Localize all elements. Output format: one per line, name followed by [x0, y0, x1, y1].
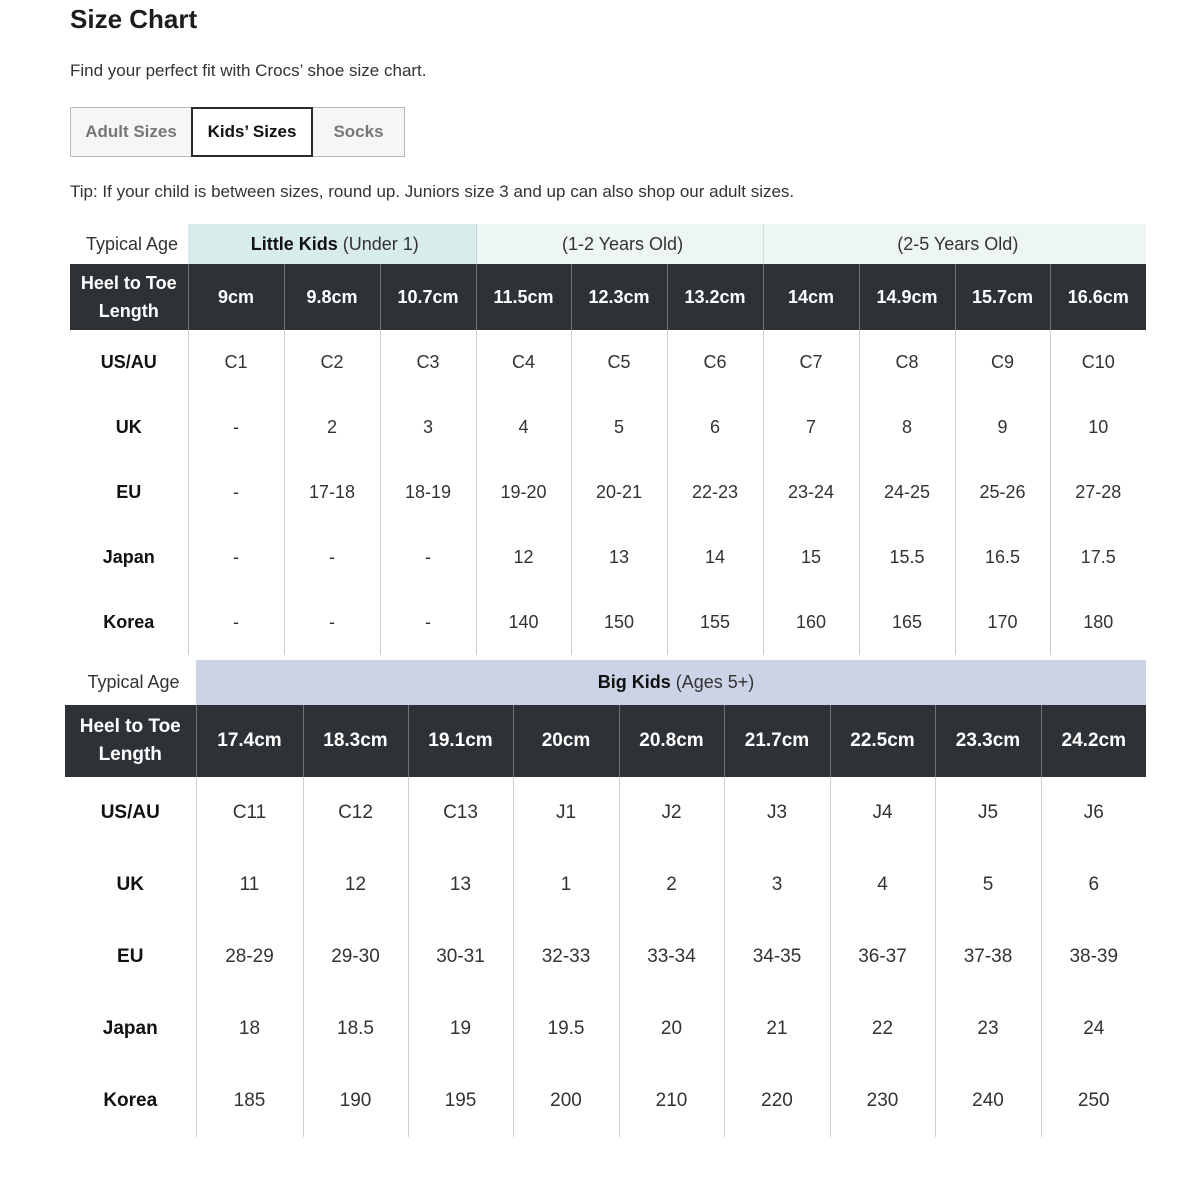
size-cell: 155: [667, 590, 763, 655]
age-band-range: (1-2 Years Old): [562, 233, 684, 254]
size-cell: 19.5: [513, 993, 619, 1065]
size-cell: J6: [1083, 802, 1104, 823]
age-band-range: (Ages 5+): [670, 672, 755, 692]
size-cell: 200: [513, 1065, 619, 1137]
size-row-korea: [65, 1065, 1146, 1137]
size-cell: 34-35: [724, 921, 830, 993]
typical-age-label: Typical Age: [70, 224, 188, 264]
heel-to-toe-row: [70, 264, 1146, 330]
length-cell: 13.2cm: [667, 264, 763, 330]
age-band-little-kids: [188, 224, 476, 264]
size-cell: 20: [619, 993, 724, 1065]
size-cell: 170: [955, 590, 1050, 655]
size-cell: 6: [667, 395, 763, 460]
size-cell: 220: [724, 1065, 830, 1137]
size-cell: 33-34: [619, 921, 724, 993]
size-cell: 12: [476, 525, 571, 590]
size-cell: 16.5: [955, 525, 1050, 590]
size-cell: 18-19: [380, 460, 476, 525]
length-cell: 11.5cm: [476, 264, 571, 330]
size-cell: C12: [303, 777, 408, 849]
size-cell: C2: [284, 330, 380, 395]
size-cell: 11: [196, 849, 303, 921]
length-cell: 17.4cm: [196, 705, 303, 777]
size-cell: 240: [935, 1065, 1041, 1137]
size-cell: 8: [859, 395, 955, 460]
page-subtitle: Find your perfect fit with Crocs’ shoe size chart.: [70, 61, 427, 80]
size-cell: J3: [724, 777, 830, 849]
size-cell: 2: [619, 849, 724, 921]
size-row-korea: [70, 590, 1146, 655]
size-cell: 29-30: [303, 921, 408, 993]
size-cell: J1: [513, 777, 619, 849]
length-cell: 19.1cm: [408, 705, 513, 777]
size-cell: -: [188, 525, 284, 590]
size-cell: 210: [619, 1065, 724, 1137]
size-cell: 2: [284, 395, 380, 460]
size-cell: 22: [830, 993, 935, 1065]
size-cell: C5: [571, 330, 667, 395]
size-cell: 9: [955, 395, 1050, 460]
size-cell: 180: [1083, 612, 1114, 632]
size-cell: 20-21: [571, 460, 667, 525]
length-cell: 20.8cm: [619, 705, 724, 777]
size-cell: 32-33: [513, 921, 619, 993]
size-cell: 4: [476, 395, 571, 460]
size-cell: 4: [830, 849, 935, 921]
size-cell: 3: [724, 849, 830, 921]
age-band-name: Little Kids: [250, 233, 338, 254]
size-cell: 19: [408, 993, 513, 1065]
length-cell: 20cm: [513, 705, 619, 777]
size-cell: 27-28: [1075, 482, 1122, 502]
size-cell: 13: [571, 525, 667, 590]
size-cell: 17-18: [284, 460, 380, 525]
size-cell: 30-31: [408, 921, 513, 993]
size-cell: -: [284, 525, 380, 590]
size-row-eu: [65, 921, 1146, 993]
page-title: Size Chart: [70, 4, 198, 34]
typical-age-row: [65, 660, 1146, 705]
age-band-1-2-years: [476, 224, 763, 264]
size-cell: 10: [1088, 417, 1109, 437]
size-cell: 18.5: [303, 993, 408, 1065]
age-band-range: (Under 1): [337, 233, 419, 254]
size-cell: 22-23: [667, 460, 763, 525]
size-cell: -: [284, 590, 380, 655]
size-cell: 36-37: [830, 921, 935, 993]
size-cell: C8: [859, 330, 955, 395]
length-cell: 9.8cm: [284, 264, 380, 330]
row-label: UK: [70, 395, 188, 460]
size-cell: C10: [1081, 352, 1115, 372]
size-cell: 3: [380, 395, 476, 460]
size-cell: 19-20: [476, 460, 571, 525]
size-cell: 185: [196, 1065, 303, 1137]
row-label: Korea: [70, 590, 188, 655]
heel-to-toe-row: [65, 705, 1146, 777]
tab-kids-sizes[interactable]: Kids’ Sizes: [191, 107, 313, 157]
sizing-tip: Tip: If your child is between sizes, round up. Juniors size 3 and up can also shop our adult sizes.: [70, 182, 795, 201]
size-cell: C13: [408, 777, 513, 849]
row-label: Japan: [70, 525, 188, 590]
size-cell: 5: [571, 395, 667, 460]
tab-adult-sizes[interactable]: Adult Sizes: [70, 107, 192, 157]
size-cell: 23-24: [763, 460, 859, 525]
size-cell: -: [380, 525, 476, 590]
size-cell: 160: [763, 590, 859, 655]
size-cell: 15.5: [859, 525, 955, 590]
size-row-uk: [70, 395, 1146, 460]
size-row-eu: [70, 460, 1146, 525]
size-row-us-au: [65, 777, 1146, 849]
row-label: EU: [70, 460, 188, 525]
size-cell: J5: [935, 777, 1041, 849]
length-cell: 10.7cm: [380, 264, 476, 330]
size-cell: -: [188, 460, 284, 525]
size-cell: C3: [380, 330, 476, 395]
big-kids-size-table: [65, 660, 1146, 1137]
size-cell: 1: [513, 849, 619, 921]
little-kids-size-table: [70, 224, 1146, 655]
typical-age-row: [70, 224, 1146, 264]
size-cell: 15: [763, 525, 859, 590]
size-cell: 25-26: [955, 460, 1050, 525]
length-cell: 18.3cm: [303, 705, 408, 777]
size-cell: C7: [763, 330, 859, 395]
age-band-range: (2-5 Years Old): [897, 233, 1019, 254]
length-cell: 23.3cm: [935, 705, 1041, 777]
size-cell: -: [188, 395, 284, 460]
size-cell: C4: [476, 330, 571, 395]
size-cell: 250: [1077, 1090, 1110, 1111]
size-cell: -: [380, 590, 476, 655]
size-row-japan: [70, 525, 1146, 590]
row-label: US/AU: [70, 330, 188, 395]
length-cell: 16.6cm: [1050, 264, 1146, 330]
size-cell: 24-25: [859, 460, 955, 525]
size-row-uk: [65, 849, 1146, 921]
length-cell: 15.7cm: [955, 264, 1050, 330]
size-cell: C11: [196, 777, 303, 849]
size-row-japan: [65, 993, 1146, 1065]
size-cell: C6: [667, 330, 763, 395]
size-cell: 18: [196, 993, 303, 1065]
typical-age-label: Typical Age: [65, 660, 196, 705]
size-cell: 12: [303, 849, 408, 921]
size-cell: 150: [571, 590, 667, 655]
size-cell: 165: [859, 590, 955, 655]
size-cell: 140: [476, 590, 571, 655]
size-cell: C9: [955, 330, 1050, 395]
row-label: UK: [65, 849, 196, 921]
length-cell: 24.2cm: [1041, 705, 1146, 777]
heel-to-toe-label: Heel to Toe Length: [65, 705, 196, 777]
age-band-big-kids: [196, 660, 1146, 705]
size-cell: -: [188, 590, 284, 655]
length-cell: 9cm: [188, 264, 284, 330]
length-cell: 21.7cm: [724, 705, 830, 777]
size-cell: 5: [935, 849, 1041, 921]
row-label: Japan: [65, 993, 196, 1065]
size-cell: 6: [1088, 874, 1100, 895]
size-cell: 38-39: [1069, 946, 1119, 967]
tab-socks[interactable]: Socks: [312, 107, 405, 157]
age-band-name: Big Kids: [597, 672, 671, 692]
size-cell: 37-38: [935, 921, 1041, 993]
size-cell: 23: [935, 993, 1041, 1065]
row-label: US/AU: [65, 777, 196, 849]
length-cell: 12.3cm: [571, 264, 667, 330]
size-cell: 17.5: [1080, 547, 1116, 567]
size-cell: 195: [408, 1065, 513, 1137]
length-cell: 22.5cm: [830, 705, 935, 777]
size-tabs: [70, 107, 405, 157]
size-cell: 7: [763, 395, 859, 460]
size-cell: 28-29: [196, 921, 303, 993]
length-cell: 14cm: [763, 264, 859, 330]
size-cell: 21: [724, 993, 830, 1065]
size-cell: J2: [619, 777, 724, 849]
size-cell: 24: [1083, 1018, 1105, 1039]
size-row-us-au: [70, 330, 1146, 395]
size-cell: C1: [188, 330, 284, 395]
length-cell: 14.9cm: [859, 264, 955, 330]
size-cell: 13: [408, 849, 513, 921]
heel-to-toe-label: Heel to Toe Length: [70, 264, 188, 330]
size-cell: 14: [667, 525, 763, 590]
row-label: EU: [65, 921, 196, 993]
size-cell: 190: [303, 1065, 408, 1137]
size-cell: 230: [830, 1065, 935, 1137]
size-cell: J4: [830, 777, 935, 849]
row-label: Korea: [65, 1065, 196, 1137]
age-band-2-5-years: [763, 224, 1146, 264]
